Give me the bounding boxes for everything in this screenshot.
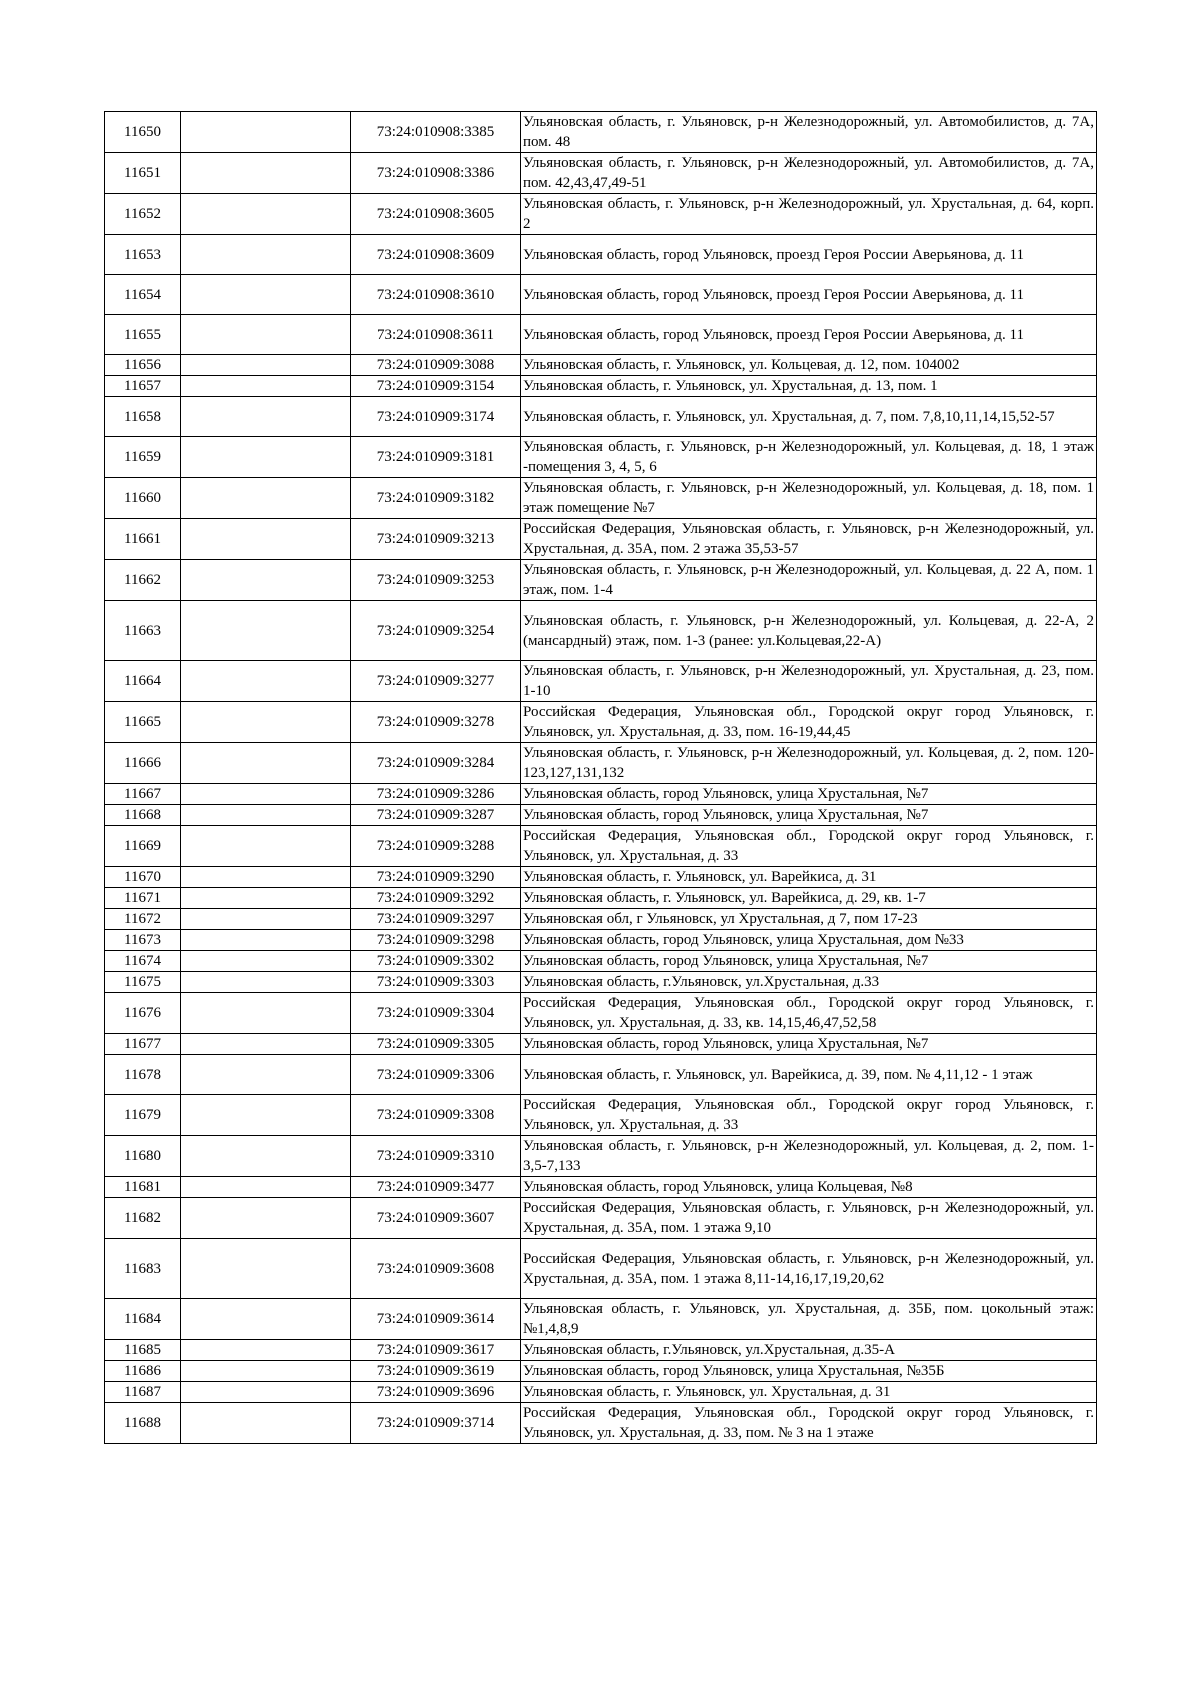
registry-table xyxy=(104,111,1097,1444)
table-row xyxy=(105,153,1097,194)
cell-address: Российская Федерация, Ульяновская область, г. Ульяновск, р-н Железнодорожный, ул. Хрустальная, д. 35А, пом. 2 этажа 35,53-57 xyxy=(521,519,1097,560)
cell-cadastral-number: 73:24:010909:3253 xyxy=(351,560,521,601)
cell-empty xyxy=(181,888,351,909)
table-row xyxy=(105,1095,1097,1136)
cell-address: Российская Федерация, Ульяновская обл., Городской округ город Ульяновск, г. Ульяновск, ул. Хрустальная, д. 33 xyxy=(521,1095,1097,1136)
cell-address: Ульяновская область, г. Ульяновск, ул. Варейкиса, д. 39, пом. № 4,11,12 - 1 этаж xyxy=(521,1055,1097,1095)
table-row xyxy=(105,235,1097,275)
cell-empty xyxy=(181,275,351,315)
cell-cadastral-number: 73:24:010909:3292 xyxy=(351,888,521,909)
table-row xyxy=(105,194,1097,235)
cell-cadastral-number: 73:24:010909:3277 xyxy=(351,661,521,702)
cell-address: Ульяновская область, г. Ульяновск, ул. Хрустальная, д. 13, пом. 1 xyxy=(521,376,1097,397)
cell-address: Ульяновская область, г. Ульяновск, р-н Железнодорожный, ул. Хрустальная, д. 64, корп. 2 xyxy=(521,194,1097,235)
cell-empty xyxy=(181,355,351,376)
table-row xyxy=(105,376,1097,397)
cell-cadastral-number: 73:24:010908:3609 xyxy=(351,235,521,275)
cell-cadastral-number: 73:24:010909:3182 xyxy=(351,478,521,519)
cell-record-number: 11667 xyxy=(105,784,181,805)
cell-cadastral-number: 73:24:010909:3302 xyxy=(351,951,521,972)
cell-empty xyxy=(181,601,351,661)
cell-cadastral-number: 73:24:010909:3619 xyxy=(351,1361,521,1382)
cell-record-number: 11681 xyxy=(105,1177,181,1198)
cell-empty xyxy=(181,153,351,194)
cell-cadastral-number: 73:24:010909:3308 xyxy=(351,1095,521,1136)
cell-record-number: 11688 xyxy=(105,1403,181,1444)
cell-record-number: 11685 xyxy=(105,1340,181,1361)
cell-empty xyxy=(181,1361,351,1382)
cell-record-number: 11660 xyxy=(105,478,181,519)
cell-cadastral-number: 73:24:010909:3306 xyxy=(351,1055,521,1095)
cell-empty xyxy=(181,867,351,888)
cell-address: Ульяновская обл, г Ульяновск, ул Хрустальная, д 7, пом 17-23 xyxy=(521,909,1097,930)
cell-cadastral-number: 73:24:010909:3310 xyxy=(351,1136,521,1177)
cell-cadastral-number: 73:24:010909:3286 xyxy=(351,784,521,805)
cell-record-number: 11656 xyxy=(105,355,181,376)
cell-record-number: 11668 xyxy=(105,805,181,826)
cell-record-number: 11653 xyxy=(105,235,181,275)
cell-empty xyxy=(181,1239,351,1299)
cell-record-number: 11682 xyxy=(105,1198,181,1239)
cell-record-number: 11683 xyxy=(105,1239,181,1299)
cell-record-number: 11673 xyxy=(105,930,181,951)
cell-address: Ульяновская область, город Ульяновск, улица Хрустальная, дом №33 xyxy=(521,930,1097,951)
cell-cadastral-number: 73:24:010909:3181 xyxy=(351,437,521,478)
cell-address: Ульяновская область, г.Ульяновск, ул.Хрустальная, д.35-А xyxy=(521,1340,1097,1361)
cell-empty xyxy=(181,826,351,867)
cell-cadastral-number: 73:24:010909:3305 xyxy=(351,1034,521,1055)
table-row xyxy=(105,315,1097,355)
cell-address: Ульяновская область, г. Ульяновск, р-н Железнодорожный, ул. Автомобилистов, д. 7А, пом. 48 xyxy=(521,112,1097,153)
cell-record-number: 11651 xyxy=(105,153,181,194)
table-row xyxy=(105,972,1097,993)
table-row xyxy=(105,1034,1097,1055)
cell-address: Ульяновская область, г. Ульяновск, р-н Железнодорожный, ул. Кольцевая, д. 22 А, пом. 1 этаж, пом. 1-4 xyxy=(521,560,1097,601)
cell-cadastral-number: 73:24:010909:3696 xyxy=(351,1382,521,1403)
cell-record-number: 11662 xyxy=(105,560,181,601)
cell-address: Ульяновская область, г. Ульяновск, р-н Железнодорожный, ул. Кольцевая, д. 2, пом. 1-3,5-7,133 xyxy=(521,1136,1097,1177)
cell-record-number: 11652 xyxy=(105,194,181,235)
cell-address: Ульяновская область, г. Ульяновск, ул. Хрустальная, д. 35Б, пом. цокольный этаж:№1,4,8,9 xyxy=(521,1299,1097,1340)
table-row xyxy=(105,867,1097,888)
table-row xyxy=(105,1340,1097,1361)
cell-address: Ульяновская область, г. Ульяновск, ул. Варейкиса, д. 31 xyxy=(521,867,1097,888)
cell-cadastral-number: 73:24:010909:3617 xyxy=(351,1340,521,1361)
cell-cadastral-number: 73:24:010908:3611 xyxy=(351,315,521,355)
table-row xyxy=(105,1299,1097,1340)
table-row xyxy=(105,1239,1097,1299)
cell-empty xyxy=(181,743,351,784)
cell-address: Ульяновская область, город Ульяновск, улица Хрустальная, №7 xyxy=(521,951,1097,972)
table-row xyxy=(105,1055,1097,1095)
cell-cadastral-number: 73:24:010909:3614 xyxy=(351,1299,521,1340)
cell-record-number: 11679 xyxy=(105,1095,181,1136)
cell-empty xyxy=(181,235,351,275)
cell-empty xyxy=(181,1034,351,1055)
cell-address: Российская Федерация, Ульяновская область, г. Ульяновск, р-н Железнодорожный, ул. Хрустальная, д. 35А, пом. 1 этажа 9,10 xyxy=(521,1198,1097,1239)
cell-empty xyxy=(181,993,351,1034)
cell-address: Ульяновская область, г. Ульяновск, р-н Железнодорожный, ул. Кольцевая, д. 18, пом. 1 этаж помещение №7 xyxy=(521,478,1097,519)
cell-empty xyxy=(181,805,351,826)
cell-record-number: 11677 xyxy=(105,1034,181,1055)
table-row xyxy=(105,805,1097,826)
cell-address: Ульяновская область, город Ульяновск, улица Хрустальная, №35Б xyxy=(521,1361,1097,1382)
cell-record-number: 11661 xyxy=(105,519,181,560)
table-row xyxy=(105,743,1097,784)
table-row xyxy=(105,888,1097,909)
cell-record-number: 11655 xyxy=(105,315,181,355)
table-row xyxy=(105,1198,1097,1239)
cell-empty xyxy=(181,972,351,993)
table-row xyxy=(105,784,1097,805)
table-row xyxy=(105,909,1097,930)
table-row xyxy=(105,112,1097,153)
cell-cadastral-number: 73:24:010909:3284 xyxy=(351,743,521,784)
cell-empty xyxy=(181,1136,351,1177)
cell-empty xyxy=(181,397,351,437)
cell-cadastral-number: 73:24:010908:3610 xyxy=(351,275,521,315)
cell-address: Ульяновская область, г. Ульяновск, р-н Железнодорожный, ул. Хрустальная, д. 23, пом. 1-10 xyxy=(521,661,1097,702)
cell-address: Российская Федерация, Ульяновская обл., Городской округ город Ульяновск, г. Ульяновск, ул. Хрустальная, д. 33, кв. 14,15,46,47,52,58 xyxy=(521,993,1097,1034)
cell-cadastral-number: 73:24:010909:3213 xyxy=(351,519,521,560)
cell-address: Ульяновская область, город Ульяновск, улица Кольцевая, №8 xyxy=(521,1177,1097,1198)
cell-address: Ульяновская область, город Ульяновск, проезд Героя России Аверьянова, д. 11 xyxy=(521,235,1097,275)
cell-address: Ульяновская область, г. Ульяновск, р-н Железнодорожный, ул. Автомобилистов, д. 7А, пом. 42,43,47,49-51 xyxy=(521,153,1097,194)
table-row xyxy=(105,478,1097,519)
cell-empty xyxy=(181,112,351,153)
cell-cadastral-number: 73:24:010909:3254 xyxy=(351,601,521,661)
cell-address: Ульяновская область, г. Ульяновск, ул. Кольцевая, д. 12, пом. 104002 xyxy=(521,355,1097,376)
cell-empty xyxy=(181,194,351,235)
cell-address: Ульяновская область, город Ульяновск, проезд Героя России Аверьянова, д. 11 xyxy=(521,315,1097,355)
cell-empty xyxy=(181,784,351,805)
cell-cadastral-number: 73:24:010909:3607 xyxy=(351,1198,521,1239)
table-row xyxy=(105,951,1097,972)
table-row xyxy=(105,1382,1097,1403)
table-row xyxy=(105,993,1097,1034)
cell-record-number: 11654 xyxy=(105,275,181,315)
cell-address: Ульяновская область, город Ульяновск, улица Хрустальная, №7 xyxy=(521,1034,1097,1055)
cell-record-number: 11672 xyxy=(105,909,181,930)
cell-cadastral-number: 73:24:010909:3298 xyxy=(351,930,521,951)
cell-record-number: 11675 xyxy=(105,972,181,993)
cell-address: Ульяновская область, город Ульяновск, проезд Героя России Аверьянова, д. 11 xyxy=(521,275,1097,315)
cell-record-number: 11666 xyxy=(105,743,181,784)
cell-cadastral-number: 73:24:010909:3287 xyxy=(351,805,521,826)
cell-cadastral-number: 73:24:010909:3290 xyxy=(351,867,521,888)
cell-record-number: 11680 xyxy=(105,1136,181,1177)
cell-record-number: 11670 xyxy=(105,867,181,888)
cell-record-number: 11664 xyxy=(105,661,181,702)
cell-address: Российская Федерация, Ульяновская область, г. Ульяновск, р-н Железнодорожный, ул. Хрустальная, д. 35А, пом. 1 этажа 8,11-14,16,17,19,20,62 xyxy=(521,1239,1097,1299)
cell-address: Ульяновская область, г.Ульяновск, ул.Хрустальная, д.33 xyxy=(521,972,1097,993)
cell-cadastral-number: 73:24:010909:3303 xyxy=(351,972,521,993)
table-row xyxy=(105,1403,1097,1444)
cell-record-number: 11663 xyxy=(105,601,181,661)
cell-empty xyxy=(181,661,351,702)
cell-empty xyxy=(181,930,351,951)
table-row xyxy=(105,560,1097,601)
table-row xyxy=(105,826,1097,867)
cell-address: Российская Федерация, Ульяновская обл., Городской округ город Ульяновск, г. Ульяновск, ул. Хрустальная, д. 33, пом. № 3 на 1 этаже xyxy=(521,1403,1097,1444)
cell-record-number: 11684 xyxy=(105,1299,181,1340)
cell-cadastral-number: 73:24:010909:3304 xyxy=(351,993,521,1034)
cell-cadastral-number: 73:24:010909:3088 xyxy=(351,355,521,376)
cell-address: Ульяновская область, г. Ульяновск, ул. Хрустальная, д. 31 xyxy=(521,1382,1097,1403)
cell-cadastral-number: 73:24:010909:3154 xyxy=(351,376,521,397)
cell-record-number: 11686 xyxy=(105,1361,181,1382)
cell-empty xyxy=(181,1299,351,1340)
table-row xyxy=(105,275,1097,315)
cell-address: Ульяновская область, город Ульяновск, улица Хрустальная, №7 xyxy=(521,805,1097,826)
cell-address: Ульяновская область, г. Ульяновск, ул. Хрустальная, д. 7, пом. 7,8,10,11,14,15,52-57 xyxy=(521,397,1097,437)
cell-address: Российская Федерация, Ульяновская обл., Городской округ город Ульяновск, г. Ульяновск, ул. Хрустальная, д. 33, пом. 16-19,44,45 xyxy=(521,702,1097,743)
cell-empty xyxy=(181,478,351,519)
cell-record-number: 11674 xyxy=(105,951,181,972)
cell-empty xyxy=(181,1095,351,1136)
cell-cadastral-number: 73:24:010908:3385 xyxy=(351,112,521,153)
cell-address: Ульяновская область, г. Ульяновск, р-н Железнодорожный, ул. Кольцевая, д. 2, пом. 120-123,127,131,132 xyxy=(521,743,1097,784)
cell-empty xyxy=(181,1382,351,1403)
cell-empty xyxy=(181,1340,351,1361)
table-row xyxy=(105,930,1097,951)
table-row xyxy=(105,437,1097,478)
cell-cadastral-number: 73:24:010909:3608 xyxy=(351,1239,521,1299)
cell-cadastral-number: 73:24:010909:3288 xyxy=(351,826,521,867)
cell-record-number: 11687 xyxy=(105,1382,181,1403)
table-row xyxy=(105,661,1097,702)
cell-cadastral-number: 73:24:010909:3278 xyxy=(351,702,521,743)
table-row xyxy=(105,702,1097,743)
cell-empty xyxy=(181,560,351,601)
table-row xyxy=(105,355,1097,376)
cell-record-number: 11669 xyxy=(105,826,181,867)
cell-address: Ульяновская область, город Ульяновск, улица Хрустальная, №7 xyxy=(521,784,1097,805)
cell-empty xyxy=(181,519,351,560)
cell-record-number: 11671 xyxy=(105,888,181,909)
registry-table-body xyxy=(105,112,1097,1444)
cell-empty xyxy=(181,951,351,972)
cell-empty xyxy=(181,1403,351,1444)
table-row xyxy=(105,1177,1097,1198)
cell-cadastral-number: 73:24:010908:3605 xyxy=(351,194,521,235)
cell-record-number: 11657 xyxy=(105,376,181,397)
cell-empty xyxy=(181,909,351,930)
cell-empty xyxy=(181,437,351,478)
cell-address: Ульяновская область, г. Ульяновск, р-н Железнодорожный, ул. Кольцевая, д. 18, 1 этаж -помещения 3, 4, 5, 6 xyxy=(521,437,1097,478)
table-row xyxy=(105,397,1097,437)
cell-address: Ульяновская область, г. Ульяновск, ул. Варейкиса, д. 29, кв. 1-7 xyxy=(521,888,1097,909)
cell-empty xyxy=(181,702,351,743)
cell-empty xyxy=(181,1177,351,1198)
cell-address: Российская Федерация, Ульяновская обл., Городской округ город Ульяновск, г. Ульяновск, ул. Хрустальная, д. 33 xyxy=(521,826,1097,867)
cell-cadastral-number: 73:24:010909:3297 xyxy=(351,909,521,930)
table-row xyxy=(105,1361,1097,1382)
table-row xyxy=(105,601,1097,661)
cell-cadastral-number: 73:24:010908:3386 xyxy=(351,153,521,194)
cell-empty xyxy=(181,1198,351,1239)
cell-empty xyxy=(181,376,351,397)
cell-address: Ульяновская область, г. Ульяновск, р-н Железнодорожный, ул. Кольцевая, д. 22-А, 2 (мансардный) этаж, пом. 1-3 (ранее: ул.Кольцевая,22-А) xyxy=(521,601,1097,661)
table-row xyxy=(105,519,1097,560)
cell-cadastral-number: 73:24:010909:3174 xyxy=(351,397,521,437)
document-page xyxy=(104,111,1097,1444)
cell-empty xyxy=(181,1055,351,1095)
cell-cadastral-number: 73:24:010909:3714 xyxy=(351,1403,521,1444)
cell-empty xyxy=(181,315,351,355)
cell-record-number: 11658 xyxy=(105,397,181,437)
cell-record-number: 11659 xyxy=(105,437,181,478)
cell-record-number: 11676 xyxy=(105,993,181,1034)
table-row xyxy=(105,1136,1097,1177)
cell-record-number: 11650 xyxy=(105,112,181,153)
cell-record-number: 11678 xyxy=(105,1055,181,1095)
cell-cadastral-number: 73:24:010909:3477 xyxy=(351,1177,521,1198)
cell-record-number: 11665 xyxy=(105,702,181,743)
